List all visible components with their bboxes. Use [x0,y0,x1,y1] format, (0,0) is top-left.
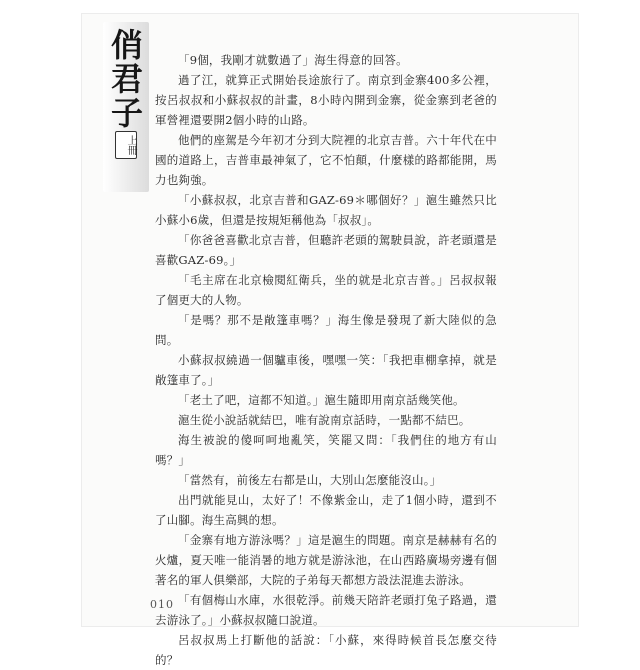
paragraph: 海生被說的傻呵呵地亂笑，笑罷又問：「我們住的地方有山嗎？」 [155,433,497,467]
paragraph: 「是嗎？那不是敞篷車嗎？」海生像是發現了新大陸似的急問。 [155,313,497,347]
paragraph: 「你爸爸喜歡北京吉普，但聽許老頭的駕駛員說，許老頭還是喜歡GAZ-69。」 [155,233,497,267]
page-number: 010 [150,598,174,611]
paragraph: 「老土了吧，這都不知道。」滬生隨即用南京話幾笑他。 [178,393,465,407]
volume-badge: 上冊 [115,131,137,159]
paragraph: 「小蘇叔叔，北京吉普和GAZ-69＊哪個好？」滬生雖然只比小蘇小6歲，但還是按規矩稱他為「叔叔」。 [155,193,497,227]
paragraph: 過了江，就算正式開始長途旅行了。南京到金寨400多公裡，按呂叔叔和小蘇叔叔的計畫，8小時內開到金寨，從金寨到老爸的軍營裡還要開2個小時的山路。 [155,73,497,127]
paragraph: 「當然有，前後左右都是山，大別山怎麼能沒山。」 [178,473,442,487]
paragraph: 出門就能見山，太好了！不像紫金山，走了1個小時，還到不了山腳。海生高興的想。 [155,493,497,527]
paragraph: 小蘇叔叔繞過一個驢車後，嘿嘿一笑：「我把車棚拿掉，就是敞篷車了。」 [155,353,497,387]
paragraph: 「金寨有地方游泳嗎？」這是滬生的問題。南京是赫赫有名的火爐，夏天唯一能消暑的地方就是游泳池，在山西路廣場旁邊有個著名的軍人俱樂部，大院的子弟每天都想方設法混進去游泳。 [155,533,497,587]
paragraph: 「有個梅山水庫，水很乾淨。前幾天陪許老頭打兔子路過，還去游泳了。」小蘇叔叔隨口說道。 [155,593,497,627]
paragraph: 「9個，我剛才就數過了」海生得意的回答。 [178,53,408,67]
body-text [155,50,497,670]
paragraph: 呂叔叔馬上打斷他的話說：「小蘇，來得時候首長怎麼交待的？ [155,633,497,667]
book-title: 俏君子 [106,28,144,130]
paragraph: 滬生從小說話就結巴，唯有說南京話時，一點都不結巴。 [178,413,471,427]
paragraph: 「毛主席在北京檢閱紅衛兵，坐的就是北京吉普。」呂叔叔報了個更大的人物。 [155,273,497,307]
paragraph: 他們的座駕是今年初才分到大院裡的北京吉普。六十年代在中國的道路上，吉普車最神氣了，它不怕顛，什麼樣的路都能開，馬力也夠強。 [155,133,497,187]
